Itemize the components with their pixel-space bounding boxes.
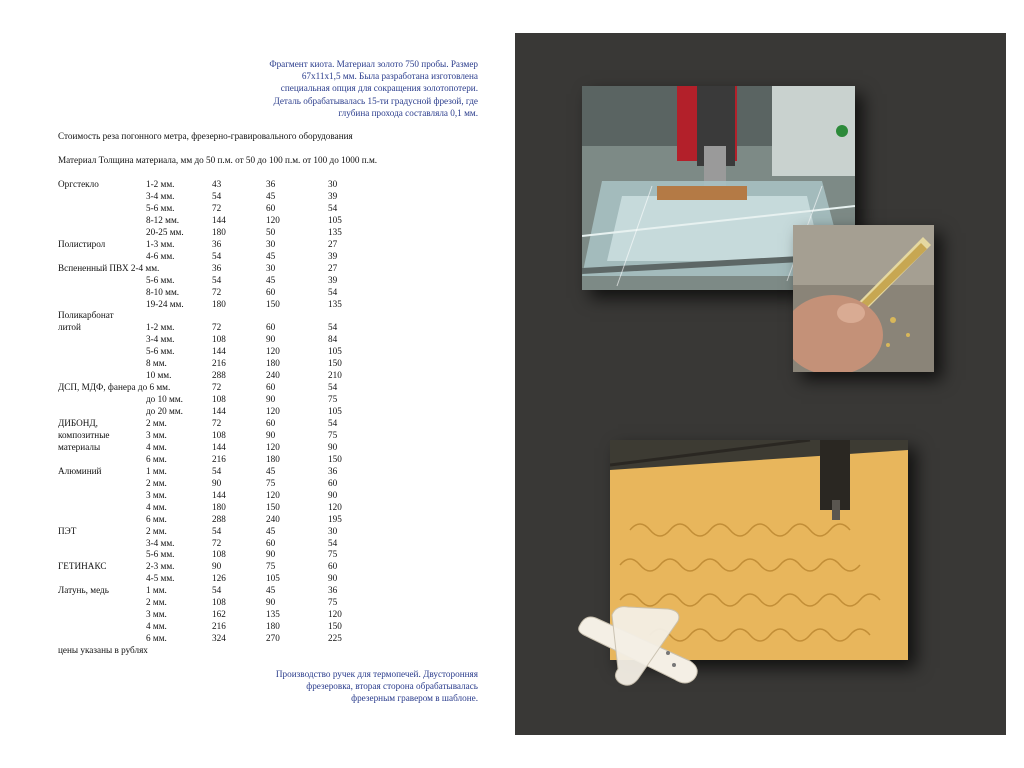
price-cell-100-1000: 54 [328,382,338,393]
price-cell-100-1000: 39 [328,190,338,201]
price-cell-100-1000: 150 [328,358,342,369]
caption-bottom-line: фрезерным гравером в шаблоне. [351,693,478,704]
price-cell-upto-50: 54 [212,274,222,285]
price-cell-50-100: 30 [266,238,276,249]
thickness-cell: 4 мм. [146,501,167,512]
thickness-cell: 5-6 мм. [146,274,175,285]
price-cell-upto-50: 72 [212,202,222,213]
price-cell-upto-50: 180 [212,298,226,309]
caption-top-line: специальная опция для сокращения золотопотери. [280,83,478,94]
caption-top-line: глубина прохода составляла 0,1 мм. [338,107,478,118]
thickness-cell: 8-12 мм. [146,214,180,225]
price-heading: Стоимость реза погонного метра, фрезерно-гравировального оборудования [58,131,353,141]
price-cell-upto-50: 72 [212,286,222,297]
material-cell: Поликарбонат [58,310,114,321]
price-cell-100-1000: 135 [328,298,342,309]
price-cell-100-1000: 60 [328,477,338,488]
price-cell-50-100: 180 [266,453,280,464]
price-columns-line: Материал Толщина материала, мм до 50 п.м. от 50 до 100 п.м. от 100 до 1000 п.м. [58,155,378,165]
stove-handles-image [572,595,712,695]
price-cell-100-1000: 39 [328,274,338,285]
price-cell-100-1000: 135 [328,226,342,237]
caption-bottom [232,668,478,705]
thickness-cell: 4 мм. [146,441,167,452]
price-cell-100-1000: 36 [328,585,338,596]
material-cell: Оргстекло [58,179,99,189]
price-cell-upto-50: 144 [212,214,226,225]
thickness-cell: 1 мм. [146,585,167,596]
material-cell: ГЕТИНАКС [58,561,107,572]
price-cell-100-1000: 150 [328,621,342,632]
price-cell-upto-50: 90 [212,477,222,488]
material-cell: материалы [58,441,101,452]
thickness-cell: 10 мм. [146,370,172,381]
thickness-cell: 3-4 мм. [146,190,175,201]
price-cell-upto-50: 43 [212,179,222,189]
price-cell-50-100: 60 [266,202,276,213]
price-cell-50-100: 45 [266,525,276,536]
caption-top-line: 67х11х1,5 мм. Была разработана изготовлена [301,71,478,82]
price-cell-upto-50: 90 [212,561,222,572]
price-cell-upto-50: 144 [212,441,226,452]
price-cell-upto-50: 108 [212,334,226,345]
price-cell-upto-50: 180 [212,501,226,512]
price-cell-100-1000: 120 [328,609,342,620]
material-cell: композитные [58,429,110,440]
price-cell-50-100: 60 [266,286,276,297]
thickness-cell: 4-6 мм. [146,250,175,261]
price-cell-upto-50: 54 [212,250,222,261]
thickness-cell: 6 мм. [146,513,167,524]
caption-bottom-line: фрезеровка, вторая сторона обрабатывалась [306,681,478,692]
thickness-cell: 3-4 мм. [146,537,175,548]
price-cell-100-1000: 30 [328,179,338,189]
material-cell: Полистирол [58,238,106,249]
price-cell-upto-50: 216 [212,358,226,369]
gold-detail-photo [793,225,934,372]
price-cell-50-100: 90 [266,597,276,608]
price-cell-50-100: 90 [266,334,276,345]
price-cell-50-100: 150 [266,501,280,512]
price-cell-upto-50: 144 [212,406,226,417]
price-cell-upto-50: 126 [212,573,226,584]
material-cell: ПЭТ [58,525,77,536]
price-cell-50-100: 270 [266,633,280,644]
price-cell-100-1000: 105 [328,406,342,417]
thickness-cell: до 10 мм. [146,394,183,405]
price-cell-100-1000: 54 [328,537,338,548]
price-cell-50-100: 105 [266,573,280,584]
price-cell-50-100: 45 [266,190,276,201]
price-cell-100-1000: 39 [328,250,338,261]
price-cell-50-100: 30 [266,262,276,273]
price-cell-50-100: 60 [266,382,276,393]
price-cell-50-100: 75 [266,477,276,488]
price-cell-100-1000: 75 [328,549,338,560]
price-cell-upto-50: 324 [212,633,226,644]
price-cell-50-100: 180 [266,621,280,632]
material-cell: литой [58,322,81,333]
price-cell-50-100: 45 [266,465,276,476]
thickness-cell: 20-25 мм. [146,226,184,237]
price-cell-50-100: 150 [266,298,280,309]
price-cell-upto-50: 72 [212,382,222,393]
price-cell-50-100: 36 [266,179,276,189]
price-cell-100-1000: 84 [328,334,338,345]
price-cell-50-100: 90 [266,394,276,405]
price-cell-100-1000: 54 [328,418,338,428]
price-cell-upto-50: 36 [212,262,222,273]
thickness-cell: 1 мм. [146,465,167,476]
price-cell-100-1000: 30 [328,525,338,536]
price-cell-50-100: 90 [266,549,276,560]
price-cell-100-1000: 120 [328,501,342,512]
thickness-cell: 2 мм. [146,418,167,428]
price-cell-upto-50: 162 [212,609,226,620]
thickness-cell: 8-10 мм. [146,286,180,297]
price-cell-100-1000: 36 [328,465,338,476]
thickness-cell: 3 мм. [146,489,167,500]
price-cell-100-1000: 54 [328,286,338,297]
caption-top [232,58,478,119]
price-cell-upto-50: 216 [212,453,226,464]
price-cell-upto-50: 72 [212,537,222,548]
price-cell-upto-50: 54 [212,190,222,201]
price-cell-50-100: 180 [266,358,280,369]
thickness-cell: 2 мм. [146,597,167,608]
thickness-cell: 8 мм. [146,358,167,369]
price-cell-100-1000: 60 [328,561,338,572]
price-cell-100-1000: 75 [328,429,338,440]
price-cell-100-1000: 150 [328,453,342,464]
price-cell-upto-50: 54 [212,525,222,536]
price-cell-50-100: 45 [266,274,276,285]
price-cell-50-100: 120 [266,489,280,500]
caption-top-line: Фрагмент киота. Материал золото 750 пробы. Размер [269,59,478,69]
price-cell-100-1000: 27 [328,262,338,273]
price-cell-upto-50: 54 [212,585,222,596]
price-cell-upto-50: 72 [212,418,222,428]
price-cell-50-100: 90 [266,429,276,440]
price-cell-50-100: 75 [266,561,276,572]
price-cell-100-1000: 210 [328,370,342,381]
price-cell-100-1000: 105 [328,346,342,357]
thickness-cell: 5-6 мм. [146,549,175,560]
currency-note: цены указаны в рублях [58,645,148,655]
price-cell-50-100: 60 [266,537,276,548]
price-cell-100-1000: 195 [328,513,342,524]
price-cell-100-1000: 90 [328,489,338,500]
price-cell-upto-50: 180 [212,226,226,237]
price-cell-upto-50: 216 [212,621,226,632]
price-cell-100-1000: 105 [328,214,342,225]
price-cell-upto-50: 108 [212,394,226,405]
thickness-cell: 6 мм. [146,633,167,644]
price-cell-50-100: 60 [266,418,276,428]
thickness-cell: до 20 мм. [146,406,183,417]
thickness-cell: 4-5 мм. [146,573,175,584]
price-cell-100-1000: 54 [328,202,338,213]
price-cell-upto-50: 36 [212,238,222,249]
thickness-cell: 1-3 мм. [146,238,175,249]
thickness-cell: 1-2 мм. [146,322,175,333]
thickness-cell: 6 мм. [146,453,167,464]
material-cell: ДИБОНД, [58,418,98,428]
price-cell-100-1000: 75 [328,597,338,608]
price-cell-100-1000: 27 [328,238,338,249]
price-cell-upto-50: 144 [212,489,226,500]
price-cell-100-1000: 225 [328,633,342,644]
price-cell-50-100: 240 [266,370,280,381]
price-cell-100-1000: 90 [328,573,338,584]
thickness-cell: 3 мм. [146,429,167,440]
price-cell-upto-50: 144 [212,346,226,357]
price-cell-50-100: 120 [266,214,280,225]
price-cell-50-100: 45 [266,585,276,596]
thickness-cell: 4 мм. [146,621,167,632]
price-cell-100-1000: 90 [328,441,338,452]
price-cell-50-100: 120 [266,346,280,357]
caption-bottom-line: Производство ручек для термопечей. Двусторонняя [275,669,478,679]
price-cell-50-100: 45 [266,250,276,261]
price-cell-50-100: 135 [266,609,280,620]
thickness-cell: 19-24 мм. [146,298,184,309]
thickness-cell: 2 мм. [146,477,167,488]
price-cell-upto-50: 108 [212,549,226,560]
thickness-cell: 2 мм. [146,525,167,536]
price-cell-50-100: 50 [266,226,276,237]
price-cell-50-100: 60 [266,322,276,333]
price-cell-50-100: 120 [266,441,280,452]
price-cell-50-100: 120 [266,406,280,417]
price-cell-upto-50: 108 [212,429,226,440]
thickness-cell: 3 мм. [146,609,167,620]
thickness-cell: 5-6 мм. [146,202,175,213]
price-cell-upto-50: 54 [212,465,222,476]
thickness-cell: 5-6 мм. [146,346,175,357]
price-cell-100-1000: 54 [328,322,338,333]
price-cell-50-100: 240 [266,513,280,524]
price-cell-upto-50: 288 [212,370,226,381]
price-cell-upto-50: 72 [212,322,222,333]
thickness-cell: 2-3 мм. [146,561,175,572]
material-cell: Вспененный ПВХ 2-4 мм. [58,262,160,273]
price-cell-100-1000: 75 [328,394,338,405]
material-cell: Алюминий [58,465,102,476]
material-cell: ДСП, МДФ, фанера до 6 мм. [58,382,171,393]
price-cell-upto-50: 288 [212,513,226,524]
price-cell-upto-50: 108 [212,597,226,608]
caption-top-line: Деталь обрабатывалась 15-ти градусной фрезой, где [273,95,478,106]
material-cell: Латунь, медь [58,585,109,596]
thickness-cell: 1-2 мм. [146,179,175,189]
thickness-cell: 3-4 мм. [146,334,175,345]
